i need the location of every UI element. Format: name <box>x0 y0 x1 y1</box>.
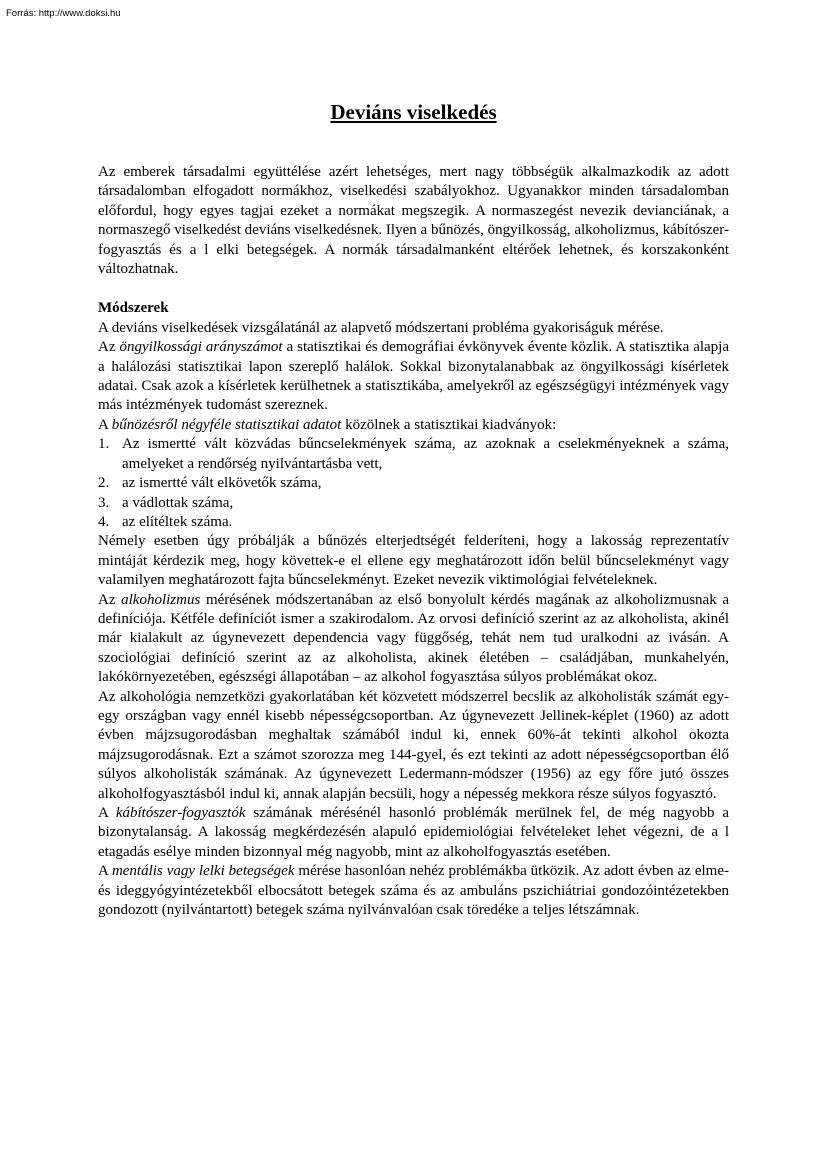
alcoholism-paragraph <box>98 591 729 688</box>
italic-term: mentális vagy lelki betegségek <box>111 863 295 880</box>
text-run: közölnek a statisztikai kiadványok: <box>341 416 557 433</box>
intro-paragraph: Az emberek társadalmi együttélése azért lehetséges, mert nagy többségük alkalmazkodik az adott társadalomban elfogadott normákhoz, viselkedési szabályokhoz. Ugyanakkor minden társadalomban előfordul, hogy egyes tagjai ezeket a normákat megszegik. A normaszegést nevezik devianciának, a normaszegő viselkedést deviáns viselkedésnek. Ilyen a bűnözés, öngyilkosság, alkoholizmus, kábítószer-fogyasztás és a l elki betegségek. A normák társadalmanként eltérőek lehetnek, és korszakonként változhatnak. <box>98 164 729 278</box>
document-body <box>98 163 729 920</box>
text-run: mérésének módszertanában az első bonyolult kérdés magának az alkoholizmusnak a definíciója. Kétféle definíciót ismer a szakirodalom. Az orvosi definíció szerint az az alkoholista, akinél már kialakult az úgynevezett dependencia vagy függőség, tehát nem tud uralkodni az ivásán. A szociológiai definíció szerint az az alkoholista, akinek életében – családjában, munkahelyén, lakókörnyezetében, egészségi állapotában – az alkohol fogyasztása súlyos problémákat okoz. <box>98 591 729 686</box>
list-text: az elítéltek száma. <box>122 513 233 530</box>
list-item <box>98 513 729 532</box>
list-text: az ismertté vált elkövetők száma, <box>122 475 322 492</box>
italic-term: alkoholizmus <box>121 591 201 608</box>
italic-term: kábítószer-fogyasztók <box>115 805 246 821</box>
section-heading: Módszerek <box>98 300 169 317</box>
victimology-paragraph: Némely esetben úgy próbálják a bűnözés elterjedtségét felderíteni, hogy a lakosság reprezentatív mintáját kérdezik meg, hogy követtek-e el ellene egy meghatározott időn belül bűncselekményt vagy valamilyen meghatározott fajta bűncselekményt. Ezeket nevezik viktimológiai felvételeknek. <box>98 533 729 589</box>
list-number: 4. <box>98 513 110 530</box>
list-number: 3. <box>98 494 110 511</box>
list-item <box>98 494 729 513</box>
source-label: Forrás: http://www.doksi.hu <box>6 8 121 19</box>
list-text: a vádlottak száma, <box>122 494 234 511</box>
paragraph-gap <box>98 279 729 299</box>
text-run: mérése hasonlóan nehéz problémákba ütközik. Az adott évben az elme- és ideggyógyintézetekből elbocsátott betegek száma és az ambuláns pszichiátriai gondozóintézetekben gondozott (nyilvántartott) betegek száma nyilvánvalóan csak töredéke a teljes létszámnak. <box>98 863 729 919</box>
text-run: számának mérésénél hasonló problémák merülnek fel, de még nagyobb a bizonytalanság. A lakosság megkérdezésén alapuló epidemiológiai felvételeket lehet végezni, de a l etagadás esélye minden bizonnyal még nagyobb, mint az alkoholfogyasztás esetében. <box>98 805 729 860</box>
italic-term: öngyilkossági arányszámot <box>119 339 283 356</box>
list-number: 1. <box>98 436 110 453</box>
text-run: A <box>98 416 112 433</box>
mental-illness-paragraph <box>98 862 729 920</box>
alcohology-paragraph: Az alkohológia nemzetközi gyakorlatában két közvetett módszerrel becslik az alkoholisták számát egy-egy országban vagy ennél kisebb népességcsoportban. Az úgynevezett Jellinek-képlet (1960) az adott évben májzsugorodásban meghaltak számából indul ki, ennek 60%-át tekinti alkohol okozta májzsugorodásnak. Ezt a számot szorozza meg 144-gyel, és ezt tekinti az adott népességcsoportban élő súlyos alkoholisták számának. Az úgynevezett Ledermann-módszer (1956) az egy főre jutó összes alkoholfogyasztásból indul ki, annak alapján becsüli, hogy a népesség mekkora része súlyos fogyasztó. <box>98 688 729 802</box>
methods-paragraph: A deviáns viselkedések vizsgálatánál az alapvető módszertani probléma gyakoriságuk mérése. <box>98 319 664 336</box>
text-run: A <box>98 805 116 821</box>
suicide-paragraph <box>98 338 729 416</box>
list-number: 2. <box>98 475 110 492</box>
drug-paragraph <box>98 804 729 862</box>
crime-statistics-list <box>98 435 729 532</box>
list-text: Az ismertté vált közvádas bűncselekmények száma, az azoknak a cselekményeknek a száma, amelyeket a rendőrség nyilvántartásba vett, <box>122 436 729 472</box>
text-run: a statisztikai és demográfiai évkönyvek évente közlik. A statisztika alapja a halálozási statisztikai lapon szereplő halálok. Sokkal bizonytalanabbak az öngyilkossági kísérletek adatai. Csak azok a kísérletek kerülhetnek a statisztikába, amelyekről az egészségügyi intézmények vagy más intézmények tudomást szereznek. <box>98 339 729 414</box>
list-item <box>98 474 729 493</box>
list-item <box>98 435 729 474</box>
text-run: Az <box>98 591 122 608</box>
page-title: Deviáns viselkedés <box>330 100 497 124</box>
text-run: Az <box>98 339 120 356</box>
text-run: A <box>98 863 112 880</box>
crime-paragraph <box>98 416 729 435</box>
italic-term: bűnözésről négyféle statisztikai adatot <box>111 416 342 433</box>
